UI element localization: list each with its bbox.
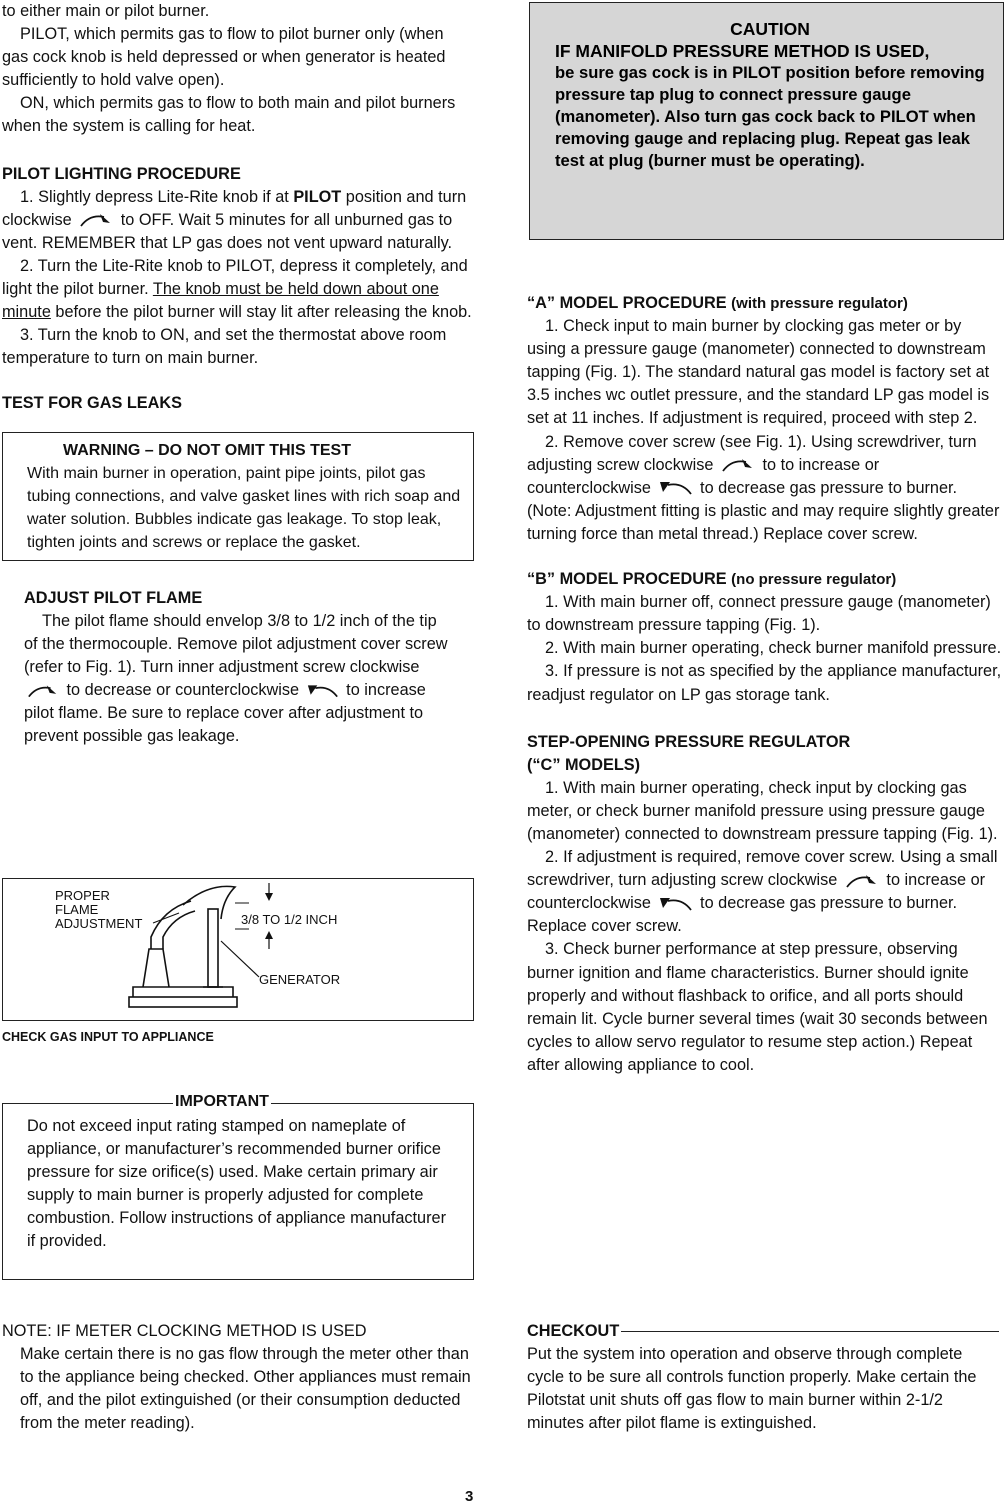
warning-title: WARNING – DO NOT OMIT THIS TEST <box>63 441 351 459</box>
figure-label-proper-flame: PROPER FLAME ADJUSTMENT <box>55 888 143 931</box>
figure-label-measure: 3/8 TO 1/2 INCH <box>241 912 338 927</box>
checkout-rule <box>621 1331 999 1332</box>
checkout-section <box>527 1320 999 1435</box>
adjust-pilot-heading: ADJUST PILOT FLAME <box>24 588 203 607</box>
figure-label-generator: GENERATOR <box>259 972 341 987</box>
clockwise-arrow-icon <box>78 213 114 227</box>
intro-line: to either main or pilot burner. <box>2 2 210 20</box>
step-opening-heading: STEP-OPENING PRESSURE REGULATOR <box>527 732 851 751</box>
caution-box <box>529 2 1004 240</box>
pilot-flame-figure <box>2 878 474 1021</box>
step-opening-subheading: (“C” MODELS) <box>527 755 641 774</box>
model-b-heading: “B” MODEL PROCEDURE (no pressure regulator) <box>527 570 897 589</box>
lighting-step-3: 3. Turn the knob to ON, and set the thermostat above room temperature to turn on main burner. <box>2 326 447 368</box>
clockwise-arrow-icon <box>26 684 60 698</box>
left-column <box>2 0 472 748</box>
note-section <box>2 1320 472 1435</box>
clockwise-arrow-icon <box>844 874 880 888</box>
caution-line1: IF MANIFOLD PRESSURE METHOD IS USED, <box>555 41 930 61</box>
gas-leaks-heading: TEST FOR GAS LEAKS <box>2 394 183 413</box>
caution-text: be sure gas cock is in PILOT position before removing pressure tap plug to connect pressure gauge (manometer). Also turn gas cock back to PILOT when removing gauge and replacing plug. Repeat gas leak test at plug (burner must be operating). <box>555 63 985 170</box>
pilot-definition: PILOT, which permits gas to flow to pilot burner only (when gas cock knob is held depressed or when generator is heated sufficiently to hold valve open). <box>2 25 446 90</box>
pilot-lighting-heading: PILOT LIGHTING PROCEDURE <box>2 164 241 183</box>
figure-caption: CHECK GAS INPUT TO APPLIANCE <box>2 1030 214 1044</box>
step-opening-step-1: 1. With main burner operating, check input by clocking gas meter, or check burner manifold pressure using pressure gauge (manometer) connected to downstream pressure tapping (Fig. 1). <box>527 778 998 843</box>
note-text: Make certain there is no gas flow through the meter other than to the appliance being checked. Other appliances must remain off, and the pilot extinguished (or their consumption deducted from the meter reading). <box>20 1345 471 1433</box>
model-b-step-1: 1. With main burner off, connect pressure gauge (manometer) to downstream pressure tapping (Fig. 1). <box>527 593 991 635</box>
model-b-step-2: 2. With main burner operating, check burner manifold pressure. <box>545 639 1002 658</box>
important-box <box>2 1093 474 1280</box>
note-heading: NOTE: IF METER CLOCKING METHOD IS USED <box>2 1322 367 1340</box>
step-opening-step-2: 2. If adjustment is required, remove cover screw. Using a small screwdriver, turn adjusting screw clockwise to increase or counterclockwise to decrease gas pressure to burner. Replace cover screw. <box>527 848 998 936</box>
clockwise-arrow-icon <box>720 458 756 472</box>
right-column <box>527 292 1003 1077</box>
important-text: Do not exceed input rating stamped on nameplate of appliance, or manufacturer’s recommended burner orifice pressure for size orifice(s) used. Make certain primary air supply to main burner is properly adjusted for complete combustion. Follow instructions of appliance manufacturer if provided. <box>27 1117 446 1251</box>
counterclockwise-arrow-icon <box>658 897 694 911</box>
lighting-step-1: 1. Slightly depress Lite-Rite knob if at PILOT position and turn clockwise to OFF. Wait 5 minutes for all unburned gas to vent. REMEMBER that LP gas does not vent upward naturally. <box>2 187 467 252</box>
checkout-heading: CHECKOUT <box>527 1322 620 1340</box>
on-definition: ON, which permits gas to flow to both main and pilot burners when the system is calling for heat. <box>2 94 456 136</box>
warning-box <box>2 432 474 561</box>
model-a-heading: “A” MODEL PROCEDURE (with pressure regulator) <box>527 294 908 312</box>
model-a-step-1: 1. Check input to main burner by clocking gas meter or by using a pressure gauge (manometer) connected to downstream tapping (Fig. 1). The standard natural gas model is factory set at 3.5 inches wc outlet pressure, and the standard LP gas model is set at 11 inches. If adjustment is required, proceed with step 2. <box>527 317 990 428</box>
page-number: 3 <box>465 1488 474 1505</box>
model-b-step-3: 3. If pressure is not as specified by the appliance manufacturer, readjust regulator on LP gas storage tank. <box>527 662 1002 704</box>
important-title: IMPORTANT <box>175 1093 269 1110</box>
adjust-pilot-section <box>2 587 454 749</box>
model-a-step-2: 2. Remove cover screw (see Fig. 1). Using screwdriver, turn adjusting screw clockwise to to increase or counterclockwise to decrease gas pressure to burner. (Note: Adjustment fitting is plastic and may require slightly greater turning force than metal thread.) Replace cover screw. <box>527 432 1000 543</box>
warning-text: With main burner in operation, paint pipe joints, pilot gas tubing connections, and valve gasket lines with rich soap and water solution. Bubbles indicate gas leakage. To stop leak, tighten joints and screws or replace the gasket. <box>27 464 461 551</box>
adjust-pilot-text: The pilot flame should envelop 3/8 to 1/2 inch of the tip of the thermocouple. Remove pilot adjustment cover screw (refer to Fig. 1). Turn inner adjustment screw clockwise to decrease or counterclockwise to increase pilot flame. Be sure to replace cover after adjustment to prevent possible gas leakage. <box>24 611 448 746</box>
step-opening-step-3: 3. Check burner performance at step pressure, observing burner ignition and flame characteristics. Burner should ignite properly and without flashback to orifice, and all ports should remain lit. Cycle burner several times (wait 30 seconds between cycles to allow servo regulator to resume step action.) Repeat after allowing appliance to cool. <box>527 940 988 1074</box>
caution-title: CAUTION <box>730 19 810 39</box>
lighting-step-2: 2. Turn the Lite-Rite knob to PILOT, depress it completely, and light the pilot burner. The knob must be held down about one minute before the pilot burner will stay lit after releasing the knob. <box>2 256 472 322</box>
checkout-text: Put the system into operation and observe through complete cycle to be sure all controls function properly. Make certain the Pilotstat unit shuts off gas flow to main burner within 2-1/2 minutes after pilot flame is extinguished. <box>527 1345 977 1433</box>
counterclockwise-arrow-icon <box>306 684 340 698</box>
counterclockwise-arrow-icon <box>658 481 694 495</box>
